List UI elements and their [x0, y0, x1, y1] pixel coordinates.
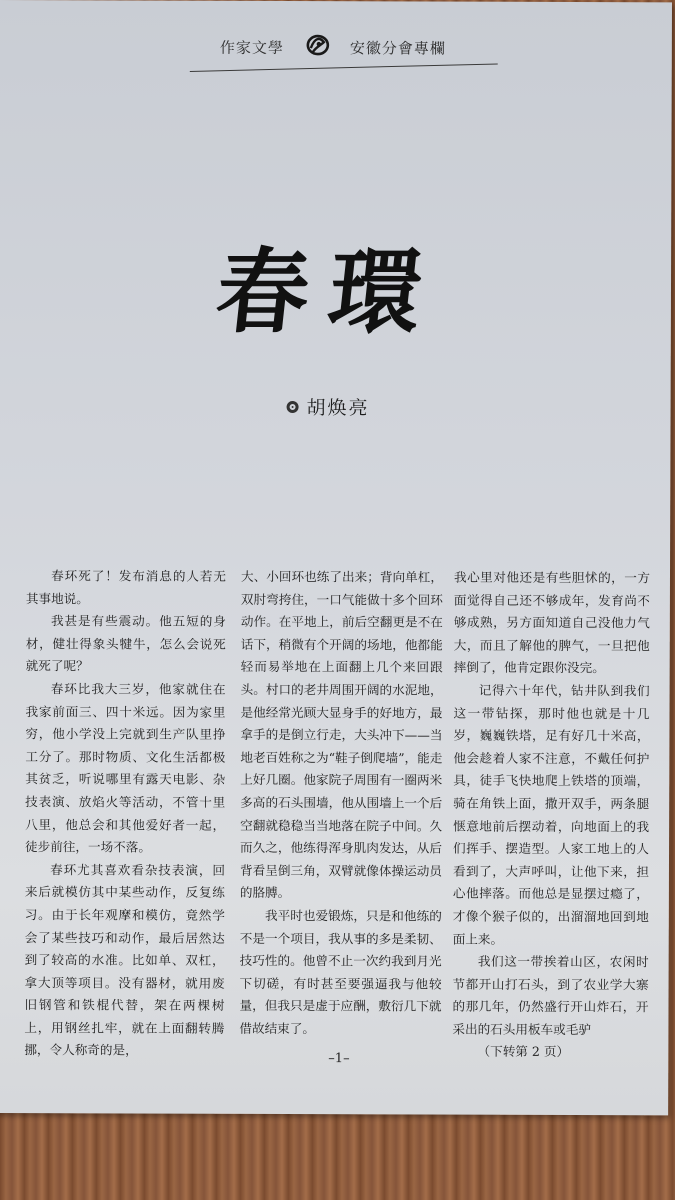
author-line — [287, 393, 370, 423]
bullet-icon — [287, 401, 299, 413]
paragraph: 大、小回环也练了出来；背向单杠，双肘弯挎住，一口气能做十多个回环动作。在平地上，前后空翻更是不在话下，稍微有个开阔的场地，他都能轻而易举地在上面翻上几个来回跟头。村口的老井周围开阔的水泥地，是他经常光顾大显身手的好地方，最拿手的是倒立行走，大头冲下——当地老百姓称之为“鞋子倒爬墙”，能走上好几圈。他家院子周围有一圈两米多高的石头围墙，他从围墙上一个后空翻就稳稳当当地落在院子中间。久而久之，他练得浑身肌肉发达，从后背看呈倒三角，双臂就像体操运动员的胳膊。 — [239, 568, 444, 901]
paragraph: 记得六十年代，钻井队到我们这一带钻探，那时他也就是十几岁，巍巍铁塔，足有好几十米高，他会趁着人家不注意，不戴任何护具，徒手飞快地爬上铁塔的顶端，骑在角铁上面，撒开双手，两条腿惬意地前后摆动着，向地面上的我们挥手、摆造型。人家工地上的人看到了，大声呼叫，让他下来，担心他摔落。而他总是显摆过瘾了，才像个猴子似的，出溜溜地回到地面上来。 — [452, 682, 650, 947]
paragraph: 我甚是有些震动。他五短的身材，健壮得象头犍牛，怎么会说死就死了呢？ — [25, 613, 226, 674]
text-column-2 — [239, 566, 443, 1041]
header-section-name: 安徽分會專欄 — [349, 39, 446, 58]
running-header — [220, 31, 500, 66]
paragraph: 我们这一带挨着山区，农闲时节都开山打石头，到了农业学大寨的那几年，仍然盛行开山炸石，开采出的石头用板车或毛驴 — [452, 953, 649, 1037]
text-column-3 — [452, 567, 650, 1065]
page-number: –1– — [328, 1051, 350, 1067]
paragraph: 春环死了！发布消息的人若无其事地说。 — [25, 568, 227, 606]
paragraph: 春环尤其喜欢看杂技表演，回来后就模仿其中某些动作，反复练习。由于长年观摩和模仿，竟然学会了某些技巧和动作，最后居然达到了较高的水准。比如单、双杠，拿大顶等项目。没有器材，就用废旧钢管和铁棍代替，架在两棵树上，用钢丝扎牢，就在上面翻转腾挪，令人称奇的是， — [24, 861, 225, 1058]
text-column-1 — [24, 565, 226, 1063]
paragraph: 我平时也爱锻炼，只是和他练的不是一个项目，我从事的多是柔韧、技巧性的。他曾不止一次约我到月光下切磋，有时甚至要强逼我与他较量，但我只是虚于应酬，敷衍几下就借故结束了。 — [239, 907, 442, 1036]
paragraph: 我心里对他还是有些胆怵的，一方面觉得自己还不够成年，发育尚不够成熟，另方面知道自己没他力气大，而且了解他的脾气，一旦把他摔倒了，他肯定跟你没完。 — [453, 569, 651, 676]
author-name: 胡焕亮 — [306, 397, 370, 420]
header-magazine-name: 作家文學 — [219, 38, 284, 57]
article-title: 春環 — [211, 237, 447, 347]
continuation-note: （下转第 2 页） — [477, 1044, 570, 1060]
paragraph: 春环比我大三岁，他家就住在我家前面三、四十米远。因为家里穷，他小学没上完就到生产队里挣工分了。那时物质、文化生活都极其贫乏，听说哪里有露天电影、杂技表演、放焰火等活动，不管十里八里，他总会和其他爱好者一起，徒步前往，一场不落。 — [25, 681, 226, 855]
magazine-logo-icon — [306, 33, 330, 57]
